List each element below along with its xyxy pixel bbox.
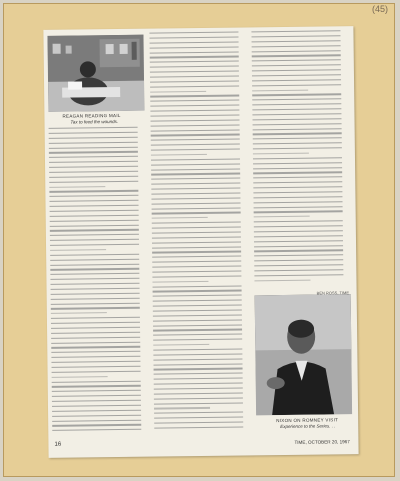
text-line xyxy=(52,429,141,431)
text-line xyxy=(254,216,310,218)
text-line xyxy=(154,417,243,419)
text-line xyxy=(252,89,308,91)
text-line xyxy=(253,162,342,164)
text-line xyxy=(51,302,140,304)
text-line xyxy=(150,114,239,116)
text-line xyxy=(52,405,141,407)
text-line xyxy=(151,168,240,170)
text-line xyxy=(49,161,138,163)
text-line xyxy=(153,363,242,365)
text-line xyxy=(152,231,241,233)
text-line xyxy=(50,263,139,265)
text-line xyxy=(254,211,343,213)
text-line xyxy=(49,186,105,188)
text-line xyxy=(52,390,141,392)
text-line xyxy=(52,366,141,368)
text-line xyxy=(151,178,240,180)
text-line xyxy=(153,319,242,321)
text-line xyxy=(51,297,140,299)
text-line xyxy=(49,132,138,134)
text-line xyxy=(52,385,141,387)
text-line xyxy=(252,40,341,42)
article-column-right xyxy=(251,30,350,285)
text-line xyxy=(154,392,243,394)
text-line xyxy=(50,234,139,236)
text-line xyxy=(253,157,342,159)
text-line xyxy=(51,317,140,319)
text-line xyxy=(49,156,138,158)
magazine-clipping xyxy=(43,26,358,458)
text-line xyxy=(151,139,240,141)
text-line xyxy=(254,240,343,242)
text-line xyxy=(253,133,342,135)
text-line xyxy=(50,224,139,226)
text-line xyxy=(150,100,239,102)
text-line xyxy=(50,215,139,217)
text-line xyxy=(152,251,241,253)
text-line xyxy=(50,239,139,241)
text-line xyxy=(154,373,243,375)
text-line xyxy=(52,424,141,426)
text-line xyxy=(253,177,342,179)
text-line xyxy=(51,327,140,329)
text-line xyxy=(253,186,342,188)
text-line xyxy=(151,197,240,199)
text-line xyxy=(254,250,343,252)
text-line xyxy=(51,351,140,353)
text-line xyxy=(253,153,309,155)
text-line xyxy=(151,163,240,165)
text-line xyxy=(153,358,242,360)
text-line xyxy=(49,195,138,197)
text-line xyxy=(151,124,240,126)
text-line xyxy=(252,55,341,57)
text-line xyxy=(152,246,241,248)
text-line xyxy=(152,261,241,263)
text-line xyxy=(51,322,140,324)
text-line xyxy=(152,241,241,243)
text-line xyxy=(51,331,140,333)
text-line xyxy=(252,108,341,110)
text-line xyxy=(50,278,139,280)
text-line xyxy=(252,79,341,81)
text-line xyxy=(50,254,139,256)
text-line xyxy=(50,210,139,212)
text-line xyxy=(154,402,243,404)
text-line xyxy=(151,173,240,175)
text-line xyxy=(153,309,242,311)
text-line xyxy=(152,236,241,238)
text-line xyxy=(150,46,239,48)
text-line xyxy=(51,356,140,358)
text-line xyxy=(254,206,343,208)
text-line xyxy=(151,119,240,121)
text-line xyxy=(52,370,141,372)
text-line xyxy=(253,181,342,183)
article-column-left xyxy=(49,127,149,435)
reagan-photo-caption-subtitle: Tax to feed the wounds. xyxy=(70,119,119,125)
text-line xyxy=(254,269,343,271)
text-line xyxy=(253,191,342,193)
text-line xyxy=(49,146,138,148)
text-line xyxy=(152,227,241,229)
text-line xyxy=(153,339,242,341)
text-line xyxy=(51,361,140,363)
text-line xyxy=(252,74,341,76)
text-line xyxy=(151,158,240,160)
text-line xyxy=(149,36,238,38)
text-line xyxy=(152,207,241,209)
text-line xyxy=(153,334,242,336)
text-line xyxy=(49,166,138,168)
text-line xyxy=(253,142,342,144)
text-line xyxy=(153,300,242,302)
text-line xyxy=(251,30,340,32)
text-line xyxy=(151,144,240,146)
text-line xyxy=(254,255,343,257)
text-line xyxy=(153,348,242,350)
text-line xyxy=(252,60,341,62)
text-line xyxy=(254,245,343,247)
text-line xyxy=(152,212,241,214)
text-line xyxy=(151,183,240,185)
text-line xyxy=(154,387,243,389)
nixon-photo-byline: BEN ROSS, TIME xyxy=(316,290,350,296)
text-line xyxy=(151,149,240,151)
text-line xyxy=(254,274,343,276)
text-line xyxy=(51,346,140,348)
text-line xyxy=(52,419,141,421)
nixon-photo xyxy=(255,294,352,415)
text-line xyxy=(49,180,138,182)
text-line xyxy=(153,305,242,307)
text-line xyxy=(49,137,138,139)
issue-date: TIME, OCTOBER 20, 1967 xyxy=(294,439,350,445)
text-line xyxy=(150,85,239,87)
text-line xyxy=(152,281,208,283)
text-line xyxy=(52,380,141,382)
reagan-photo-image xyxy=(47,35,144,112)
text-line xyxy=(50,229,139,231)
text-line xyxy=(252,113,341,115)
text-line xyxy=(252,69,341,71)
text-line xyxy=(50,268,139,270)
reagan-photo xyxy=(47,35,144,112)
text-line xyxy=(50,244,139,246)
text-line xyxy=(152,266,241,268)
text-line xyxy=(254,264,343,266)
text-line xyxy=(50,205,139,207)
text-line xyxy=(52,400,141,402)
text-line xyxy=(253,196,342,198)
text-line xyxy=(153,344,209,346)
nixon-photo-image xyxy=(255,294,352,415)
text-line xyxy=(152,222,241,224)
text-line xyxy=(253,118,342,120)
text-line xyxy=(253,147,342,149)
text-line xyxy=(151,188,240,190)
text-line xyxy=(150,75,239,77)
text-line xyxy=(254,279,310,281)
text-line xyxy=(154,378,243,380)
text-line xyxy=(254,259,343,261)
text-line xyxy=(150,105,239,107)
text-line xyxy=(152,217,208,219)
text-line xyxy=(252,64,341,66)
text-line xyxy=(154,407,210,409)
text-line xyxy=(254,225,343,227)
text-line xyxy=(50,249,106,251)
text-line xyxy=(253,138,342,140)
text-line xyxy=(49,141,138,143)
text-line xyxy=(150,51,239,53)
text-line xyxy=(51,293,140,295)
text-line xyxy=(52,395,141,397)
text-line xyxy=(49,171,138,173)
text-line xyxy=(154,412,243,414)
text-line xyxy=(154,382,243,384)
text-line xyxy=(254,230,343,232)
text-line xyxy=(254,235,343,237)
text-line xyxy=(152,270,241,272)
text-line xyxy=(49,176,138,178)
text-line xyxy=(252,103,341,105)
text-line xyxy=(153,324,242,326)
text-line xyxy=(151,192,240,194)
text-line xyxy=(153,314,242,316)
text-line xyxy=(150,66,239,68)
text-line xyxy=(51,288,140,290)
text-line xyxy=(252,84,341,86)
text-line xyxy=(52,414,141,416)
text-line xyxy=(152,202,241,204)
text-line xyxy=(252,99,341,101)
text-line xyxy=(151,154,207,156)
text-line xyxy=(49,190,138,192)
text-line xyxy=(254,220,343,222)
text-line xyxy=(253,123,342,125)
text-line xyxy=(150,110,239,112)
text-line xyxy=(150,61,239,63)
text-line xyxy=(52,376,108,378)
text-line xyxy=(150,56,239,58)
text-line xyxy=(51,312,107,314)
text-line xyxy=(153,353,242,355)
text-line xyxy=(154,421,243,423)
text-line xyxy=(252,45,341,47)
reagan-photo-caption-title: REAGAN READING MAIL xyxy=(62,112,121,119)
text-line xyxy=(49,127,138,129)
text-line xyxy=(252,50,341,52)
text-line xyxy=(150,95,239,97)
text-line xyxy=(51,341,140,343)
text-line xyxy=(152,256,241,258)
text-line xyxy=(50,273,139,275)
text-line xyxy=(153,295,242,297)
text-line xyxy=(149,32,238,34)
text-line xyxy=(50,219,139,221)
text-line xyxy=(150,71,239,73)
text-line xyxy=(154,397,243,399)
text-line xyxy=(150,41,239,43)
text-line xyxy=(153,329,242,331)
text-line xyxy=(153,285,242,287)
article-column-middle xyxy=(149,31,250,432)
pencil-page-mark: (45) xyxy=(371,4,388,14)
page-number: 16 xyxy=(54,441,62,448)
text-line xyxy=(49,151,138,153)
text-line xyxy=(151,134,240,136)
text-line xyxy=(153,290,242,292)
nixon-photo-caption-title: NIXON ON ROMNEY VISIT xyxy=(276,417,339,424)
nixon-photo-caption-subtitle: Experience to the Series. . . xyxy=(280,423,336,430)
text-line xyxy=(251,35,340,37)
text-line xyxy=(253,128,342,130)
text-line xyxy=(150,80,239,82)
text-line xyxy=(152,275,241,277)
text-line xyxy=(254,201,343,203)
text-line xyxy=(151,129,240,131)
text-line xyxy=(49,200,138,202)
text-line xyxy=(154,368,243,370)
text-line xyxy=(150,90,206,92)
text-line xyxy=(253,167,342,169)
text-line xyxy=(253,172,342,174)
text-line xyxy=(154,426,243,428)
text-line xyxy=(51,336,140,338)
text-line xyxy=(52,409,141,411)
text-line xyxy=(50,258,139,260)
text-line xyxy=(51,307,140,309)
text-line xyxy=(50,283,139,285)
text-line xyxy=(252,94,341,96)
